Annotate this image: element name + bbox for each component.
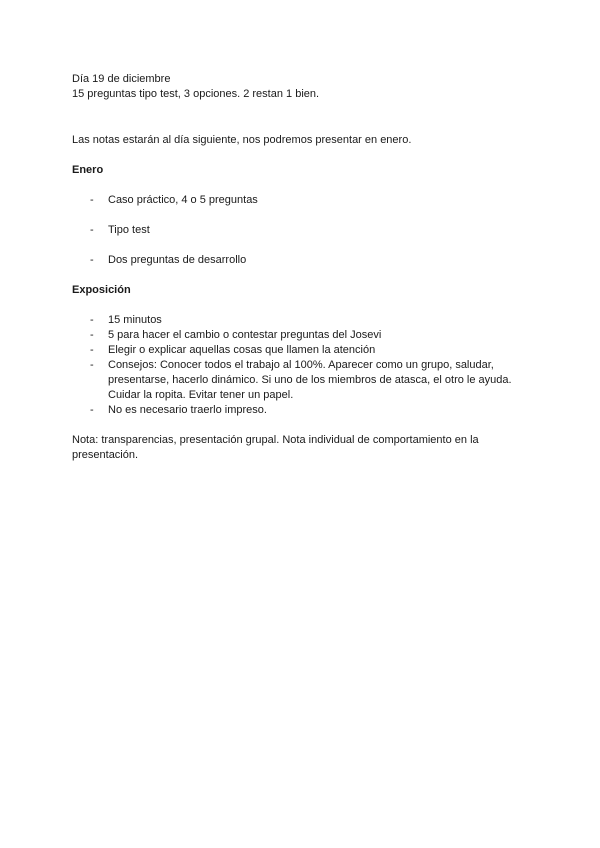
dash-bullet: - bbox=[90, 344, 94, 356]
list-item-text: Tipo test bbox=[108, 224, 150, 236]
list-item bbox=[72, 193, 532, 208]
dash-bullet: - bbox=[90, 329, 94, 341]
dash-bullet: - bbox=[90, 194, 94, 206]
closing-note: Nota: transparencias, presentación grupal. Nota individual de comportamiento en la presentación. bbox=[72, 434, 479, 461]
list-item-text: 15 minutos bbox=[108, 314, 162, 326]
dash-bullet: - bbox=[90, 224, 94, 236]
enero-list bbox=[72, 193, 532, 268]
dash-bullet: - bbox=[90, 404, 94, 416]
document-body bbox=[72, 72, 532, 463]
list-item bbox=[72, 343, 532, 358]
exposicion-list bbox=[72, 313, 532, 418]
list-item bbox=[72, 253, 532, 268]
grades-note: Las notas estarán al día siguiente, nos podremos presentar en enero. bbox=[72, 134, 412, 146]
list-item-text: 5 para hacer el cambio o contestar preguntas del Josevi bbox=[108, 329, 382, 341]
date-line: Día 19 de diciembre bbox=[72, 73, 171, 85]
list-item bbox=[72, 358, 532, 403]
list-item-text: Consejos: Conocer todos el trabajo al 100%. Aparecer como un grupo, saludar, presentarse, hacerlo dinámico. Si uno de los miembros de atasca, el otro le ayuda. Cuidar la ropita. Evitar tener un papel. bbox=[108, 359, 512, 401]
section-heading-exposicion: Exposición bbox=[72, 284, 131, 296]
list-item-text: Elegir o explicar aquellas cosas que llamen la atención bbox=[108, 344, 376, 356]
list-item-text: Caso práctico, 4 o 5 preguntas bbox=[108, 194, 258, 206]
list-item bbox=[72, 403, 532, 418]
list-item bbox=[72, 313, 532, 328]
section-heading-enero: Enero bbox=[72, 164, 104, 176]
list-item bbox=[72, 223, 532, 238]
list-item bbox=[72, 328, 532, 343]
list-item-text: No es necesario traerlo impreso. bbox=[108, 404, 267, 416]
dash-bullet: - bbox=[90, 314, 94, 326]
list-item-text: Dos preguntas de desarrollo bbox=[108, 254, 247, 266]
dash-bullet: - bbox=[90, 254, 94, 266]
dash-bullet: - bbox=[90, 359, 94, 371]
test-info-line: 15 preguntas tipo test, 3 opciones. 2 restan 1 bien. bbox=[72, 88, 320, 100]
